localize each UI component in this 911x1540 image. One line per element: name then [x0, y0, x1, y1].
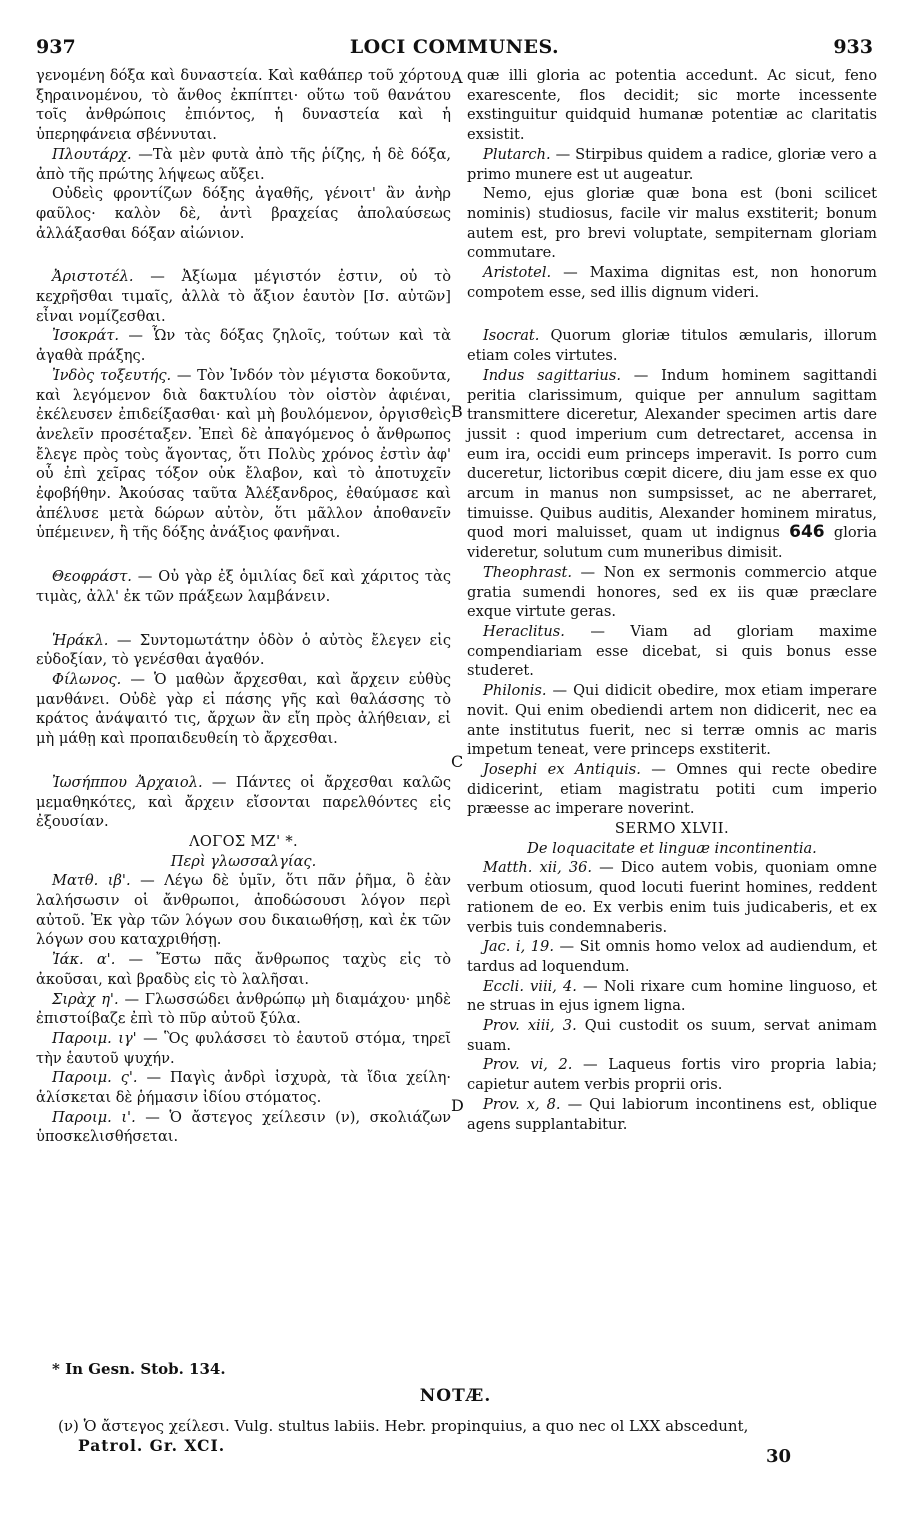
- source-label: Philonis.: [483, 682, 547, 700]
- source-label: Ἰνδὸς τοξευτής.: [52, 366, 172, 384]
- source-label: Παροιμ. ιγ': [52, 1029, 137, 1047]
- source-label: Παροιμ. ι'.: [52, 1108, 136, 1126]
- latin-paragraph: Aristotel. — Maxima dignitas est, non honorum compotem esse, sed illis dignum videri.: [467, 264, 877, 301]
- source-label: Πλουτάρχ.: [52, 145, 132, 163]
- source-label: Aristotel.: [483, 264, 552, 282]
- source-label: Φίλωνος.: [52, 670, 122, 688]
- greek-paragraph: Φίλωνος. — Ὁ μαθὼν ἄρχεσθαι, καὶ ἄρχειν εὐθὺς μανθάνει. Οὐδὲ γὰρ εἰ πάσης γῆς καὶ θαλάσσης τὸ κράτος ἀνάψαιτό τις, ἄρχων ἂν εἴη πρὸς ἀλήθειαν, εἰ μὴ μάθῃ καὶ προπαιδευθείη τὸ ἄρχεσθαι.: [36, 670, 451, 748]
- source-label: Ἰωσήππου Ἀρχαιολ.: [52, 773, 203, 791]
- latin-paragraph: Jac. i, 19. — Sit omnis homo velox ad audiendum, et tardus ad loquendum.: [467, 938, 877, 975]
- greek-paragraph: Παροιμ. ι'. — Ὁ ἄστεγος χείλεσιν (ν), σκολιάζων ὑποσκελισθήσεται.: [36, 1108, 451, 1146]
- footnote: * In Gesn. Stob. 134.: [52, 1360, 226, 1378]
- page-number-right: 933: [833, 36, 873, 58]
- latin-paragraph: Heraclitus. — Viam ad gloriam maxime compendiariam esse dicebat, si quis bonus esse studeret.: [467, 622, 877, 680]
- source-label: Prov. x, 8.: [483, 1095, 561, 1113]
- greek-paragraph: Ἀριστοτέλ. — Ἀξίωμα μέγιστόν ἐστιν, οὐ τὸ κεχρῆσθαι τιμαῖς, ἀλλὰ τὸ ἄξιον ἑαυτὸν [Ισ. αὐτῶν] εἶναι νομίζεσθαι.: [36, 268, 451, 325]
- latin-paragraph: Josephi ex Antiquis. — Omnes qui recte obedire didicerint, etiam magistratu potiti cum imperio præesse ac imperare noverint.: [467, 760, 877, 818]
- greek-paragraph: Σιρὰχ η'. — Γλωσσώδει ἀνθρώπῳ μὴ διαμάχου· μηδὲ ἐπιστοίβαζε ἐπὶ τὸ πῦρ αὐτοῦ ξύλα.: [36, 990, 451, 1028]
- source-label: Σιρὰχ η'.: [52, 990, 119, 1008]
- sermon-heading-greek: ΛΟΓΟΣ ΜΖ' *.: [189, 832, 298, 850]
- greek-paragraph: Ματθ. ιβ'. — Λέγω δὲ ὑμῖν, ὅτι πᾶν ῥῆμα, ὃ ἐὰν λαλήσωσιν οἱ ἄνθρωποι, ἀποδώσουσι λόγον περὶ αὐτοῦ. Ἐκ γὰρ τῶν λόγων σου δικαιωθήσῃ, καὶ ἐκ τῶν λόγων σου καταχριθήσῃ.: [36, 872, 451, 949]
- source-label: Indus sagittarius.: [483, 366, 621, 384]
- greek-paragraph: Ἰωσήππου Ἀρχαιολ. — Πάντες οἱ ἄρχεσθαι καλῶς μεμαθηκότες, καὶ ἄρχειν εἴσονται παρελθόντες εἰς ἐξουσίαν.: [36, 773, 451, 831]
- source-label: Ἀριστοτέλ.: [52, 268, 134, 286]
- source-label: Ἰσοκράτ.: [52, 327, 120, 345]
- greek-paragraph: Οὐδεὶς φροντίζων δόξης ἀγαθῆς, γένοιτ' ἂν ἀνὴρ φαῦλος· καλὸν δὲ, ἀντὶ βραχείας ἀπολαύσεως ἀλλάξασθαι δόξαν αἰώνιον.: [36, 185, 451, 242]
- printer-signature: Patrol. Gr. XCI.: [78, 1436, 226, 1455]
- running-title: LOCI COMMUNES.: [349, 36, 560, 58]
- source-label: Ἰάκ. α'.: [52, 951, 116, 969]
- margin-mark-a: A: [451, 68, 463, 87]
- latin-paragraph: quæ illi gloria ac potentia accedunt. Ac sicut, feno exarescente, flos decidit; sic morte incessente exstinguitur quidquid humanæ potentiæ ac claritatis exsistit.: [467, 67, 877, 144]
- notes-heading: NOTÆ.: [419, 1386, 492, 1406]
- source-label: Isocrat.: [483, 327, 540, 345]
- source-label: Plutarch.: [483, 145, 551, 163]
- greek-paragraph: Παροιμ. ιγ' — Ὃς φυλάσσει τὸ ἑαυτοῦ στόμα, τηρεῖ τὴν ἑαυτοῦ ψυχήν.: [36, 1029, 451, 1067]
- note-text: (ν) Ὁ ἄστεγος χείλεσι. Vulg. stultus labiis. Hebr. propinquius, a quo nec ol LXX abscedunt,: [58, 1417, 749, 1435]
- greek-paragraph: Ἰάκ. α'. — Ἔστω πᾶς ἄνθρωπος ταχὺς εἰς τὸ ἀκοῦσαι, καὶ βραδὺς εἰς τὸ λαλῆσαι.: [36, 951, 452, 988]
- latin-column: [467, 66, 877, 1134]
- latin-paragraph: Philonis. — Qui didicit obedire, mox etiam imperare novit. Qui enim obediendi artem non didicerit, nec ea ante institutus fuerit, nec si terræ omnis ac maris impetum teneat, vere princeps exstiterit.: [467, 682, 877, 759]
- greek-paragraph: Πλουτάρχ. —Τὰ μὲν φυτὰ ἀπὸ τῆς ῥίζης, ἡ δὲ δόξα, ἀπὸ τῆς πρώτης λήψεως αὔξει.: [36, 145, 451, 183]
- greek-paragraph: γενομένη δόξα καὶ δυναστεία. Καὶ καθάπερ τοῦ χόρτου ξηραινομένου, τὸ ἄνθος ἐκπίπτει· οὕτω τοῦ θανάτου τοῖς ἀνθρώποις ἐπιόντος, ἡ δυναστεία καὶ ἡ ὑπερηφάνεια σβέννυται.: [36, 67, 451, 144]
- latin-paragraph: Prov. x, 8. — Qui labiorum incontinens est, oblique agens supplantabitur.: [467, 1095, 877, 1133]
- greek-paragraph: Θεοφράστ. — Οὐ γὰρ ἐξ ὁμιλίας δεῖ καὶ χάριτος τὰς τιμὰς, ἀλλ' ἐκ τῶν πράξεων λαμβάνειν.: [36, 568, 451, 605]
- sermon-subheading-latin: De loquacitate et linguæ incontinentia.: [527, 839, 817, 857]
- source-label: Josephi ex Antiquis.: [483, 760, 641, 778]
- sermon-heading-latin: SERMO XLVII.: [614, 820, 730, 838]
- source-label: Jac. i, 19.: [483, 938, 554, 956]
- greek-paragraph: Ἡράκλ. — Συντομωτάτην ὁδὸν ὁ αὐτὸς ἔλεγεν εἰς εὐδοξίαν, τὸ γενέσθαι ἀγαθόν.: [36, 631, 451, 669]
- source-label: Prov. vi, 2.: [483, 1056, 573, 1074]
- running-header: [36, 36, 873, 60]
- source-label: Eccli. viii, 4.: [483, 977, 577, 995]
- column-number: 646: [789, 522, 825, 543]
- latin-paragraph: Eccli. viii, 4. — Noli rixare cum homine linguoso, et ne struas in ejus ignem ligna.: [467, 977, 877, 1015]
- source-label: Theophrast.: [483, 563, 572, 581]
- latin-paragraph: Theophrast. — Non ex sermonis commercio atque gratia sumendi honores, sed ex iis quæ præclare exque virtute geras.: [467, 563, 877, 621]
- margin-mark-c: C: [451, 752, 464, 771]
- latin-paragraph: Prov. vi, 2. — Laqueus fortis viro propria labia; capietur autem verbis proprii oris.: [467, 1056, 877, 1094]
- source-label: Matth. xii, 36.: [483, 859, 593, 877]
- source-label: Παροιμ. ς'.: [52, 1069, 138, 1087]
- greek-paragraph: Ἰσοκράτ. — Ὧν τὰς δόξας ζηλοῖς, τούτων καὶ τὰ ἀγαθὰ πράξης.: [36, 327, 451, 365]
- margin-mark-b: B: [451, 402, 463, 421]
- greek-column: [36, 66, 451, 1147]
- latin-paragraph: Indus sagittarius. — Indum hominem sagittandi peritia clarissimum, quique per annulum sagittam transmittere diceretur, Alexander specimen artis dare jussit : quod imperium cum detrectaret, accensa in eum ira, occidi eum princeps imperavit. Is porro cum duceretur, lictoribus cœpit dicere, diu jam esse ex quo arcum in manus non sumpsisset, ac ne aberraret, timuisse. Quibus auditis, Alexander hominem miratus, quod mori maluisset, quam ut indignus 646 gloria videretur, solutum cum muneribus dimisit.: [467, 366, 877, 562]
- source-label: Ματθ. ιβ'.: [52, 872, 131, 890]
- source-label: Prov. xiii, 3.: [483, 1017, 577, 1035]
- source-label: Ἡράκλ.: [52, 631, 109, 649]
- source-label: Θεοφράστ.: [52, 568, 132, 586]
- latin-paragraph: Isocrat. Quorum gloriæ titulos æmularis, illorum etiam coles virtutes.: [467, 327, 877, 365]
- signature-number: 30: [765, 1446, 791, 1467]
- latin-paragraph: Plutarch. — Stirpibus quidem a radice, gloriæ vero a primo munere est ut augeatur.: [467, 145, 877, 183]
- page-number-left: 937: [36, 36, 76, 58]
- latin-paragraph: Matth. xii, 36. — Dico autem vobis, quoniam omne verbum otiosum, quod locuti fuerint homines, reddent rationem de eo. Ex verbis enim tuis judicaberis, et ex verbis tuis condemnaberis.: [467, 859, 878, 936]
- greek-paragraph: Παροιμ. ς'. — Παγὶς ἀνδρὶ ἰσχυρὰ, τὰ ἴδια χείλη· ἁλίσκεται δὲ ῥήμασιν ἰδίου στόματος.: [36, 1069, 451, 1107]
- margin-mark-d: D: [451, 1096, 464, 1115]
- latin-paragraph: Nemo, ejus gloriæ quæ bona est (boni scilicet nominis) studiosus, facile vir malus exstiterit; bonum autem est, pro brevi voluptate, sempiternam gloriam commutare.: [467, 185, 877, 262]
- greek-paragraph: Ἰνδὸς τοξευτής. — Τὸν Ἰνδόν τὸν μέγιστα δοκοῦντα, καὶ λεγόμενον διὰ δακτυλίου τὸν οἰστὸν ἀφιέναι, ἐκέλευσεν ἐπιδείξασθαι· καὶ μὴ βουλόμενον, ὀργισθεὶς ἀνελεῖν προσέταξεν. Ἐπεὶ δὲ ἀπαγόμενος ὁ ἄνθρωπος ἔλεγε πρὸς τοὺς ἄγοντας, ὅτι Πολὺς χρόνος ἐστὶν ἀφ' οὗ ἐπὶ χεῖρας τόξον οὐκ ἔλαβον, καὶ τὸ ἀποτυχεῖν ἐφοβήθην. Ἀκούσας ταῦτα Ἀλέξανδρος, ἐθαύμασε καὶ ἀπέλυσε μετὰ δώρων αὐτὸν, ὅτι μᾶλλον ἀποθανεῖν ὑπέμεινεν, ἢ τῆς δόξης ἀνάξιος φανῆναι.: [36, 366, 452, 542]
- sermon-subheading-greek: Περὶ γλωσσαλγίας.: [170, 852, 317, 870]
- source-label: Heraclitus.: [483, 622, 565, 640]
- latin-paragraph: Prov. xiii, 3. Qui custodit os suum, servat animam suam.: [467, 1017, 877, 1054]
